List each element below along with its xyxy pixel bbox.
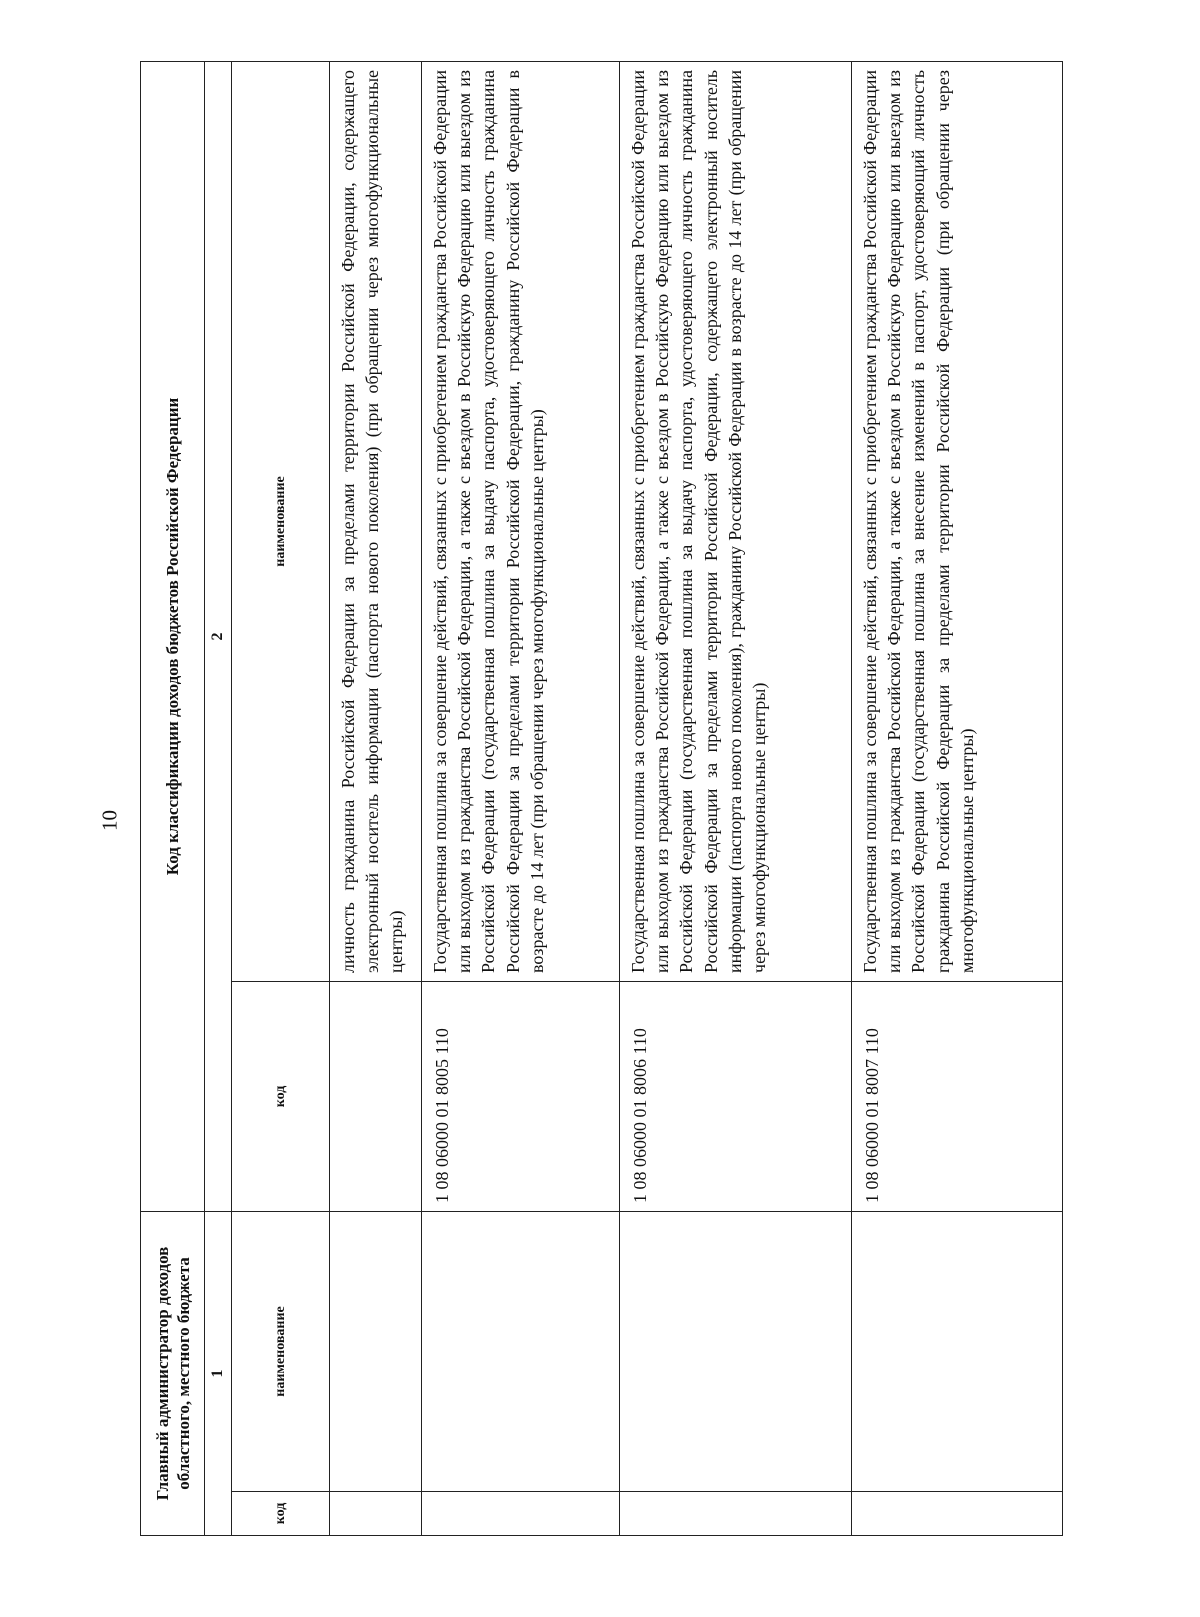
admin-name-cell — [422, 1211, 620, 1491]
code-cell: 1 08 06000 01 8006 110 — [620, 981, 852, 1211]
admin-name-header: наименование — [232, 1211, 330, 1491]
admin-code-cell — [422, 1492, 620, 1536]
name-cell: Государственная пошлина за совершение действий, связанных с приобретением гражданства Российской Федерации или выходом из гражданства Российской Федерации, а также с въездом в Российскую Федерацию или выездом из Российской Федерации (государственная пошлина за выдачу паспорта, удостоверяющего личность гражданина Российской Федерации за пределами территории Российской Федерации, гражданину Российской Федерации в возрасте до 14 лет (при обращении через многофункциональные центры) — [422, 61, 620, 981]
table-row — [852, 61, 1063, 1535]
table-row — [422, 61, 620, 1535]
admin-code-cell — [852, 1492, 1063, 1536]
code-cell — [330, 981, 422, 1211]
admin-name-cell — [620, 1211, 852, 1491]
name-cell: личность гражданина Российской Федерации за пределами территории Российской Федерации, содержащего электронный носитель информации (паспорта нового поколения) (при обращении через многофункциональные центры) — [330, 61, 422, 981]
admin-name-cell — [330, 1211, 422, 1491]
name-cell: Государственная пошлина за совершение действий, связанных с приобретением гражданства Российской Федерации или выходом из гражданства Российской Федерации, а также с въездом в Российскую Федерацию или выездом из Российской Федерации (государственная пошлина за внесение изменений в паспорт, удостоверяющий личность гражданина Российской Федерации за пределами территории Российской Федерации (при обращении через многофункциональные центры) — [852, 61, 1063, 981]
rotated-table-sheet — [140, 62, 1062, 1536]
column-number-2: 2 — [205, 61, 232, 1211]
code-cell: 1 08 06000 01 8007 110 — [852, 981, 1063, 1211]
name-cell: Государственная пошлина за совершение действий, связанных с приобретением гражданства Российской Федерации или выходом из гражданства Российской Федерации, а также с въездом в Российскую Федерацию или выездом из Российской Федерации (государственная пошлина за выдачу паспорта, удостоверяющего личность гражданина Российской Федерации за пределами территории Российской Федерации, содержащего электронный носитель информации (паспорта нового поколения), гражданину Российской Федерации в возрасте до 14 лет (при обращении через многофункциональные центры) — [620, 61, 852, 981]
admin-code-cell — [620, 1492, 852, 1536]
admin-header: Главный администратор доходов областного, местного бюджета — [141, 1211, 205, 1535]
code-header: код — [232, 981, 330, 1211]
table-row — [620, 61, 852, 1535]
name-header: наименование — [232, 61, 330, 981]
code-cell: 1 08 06000 01 8005 110 — [422, 981, 620, 1211]
page-number: 10 — [97, 810, 122, 831]
table-row — [330, 61, 422, 1535]
revenue-classification-table — [140, 61, 1063, 1536]
admin-name-cell — [852, 1211, 1063, 1491]
admin-code-header: код — [232, 1492, 330, 1536]
column-number-1: 1 — [205, 1211, 232, 1535]
admin-code-cell — [330, 1492, 422, 1536]
classification-header: Код классификации доходов бюджетов Российской Федерации — [141, 61, 205, 1211]
